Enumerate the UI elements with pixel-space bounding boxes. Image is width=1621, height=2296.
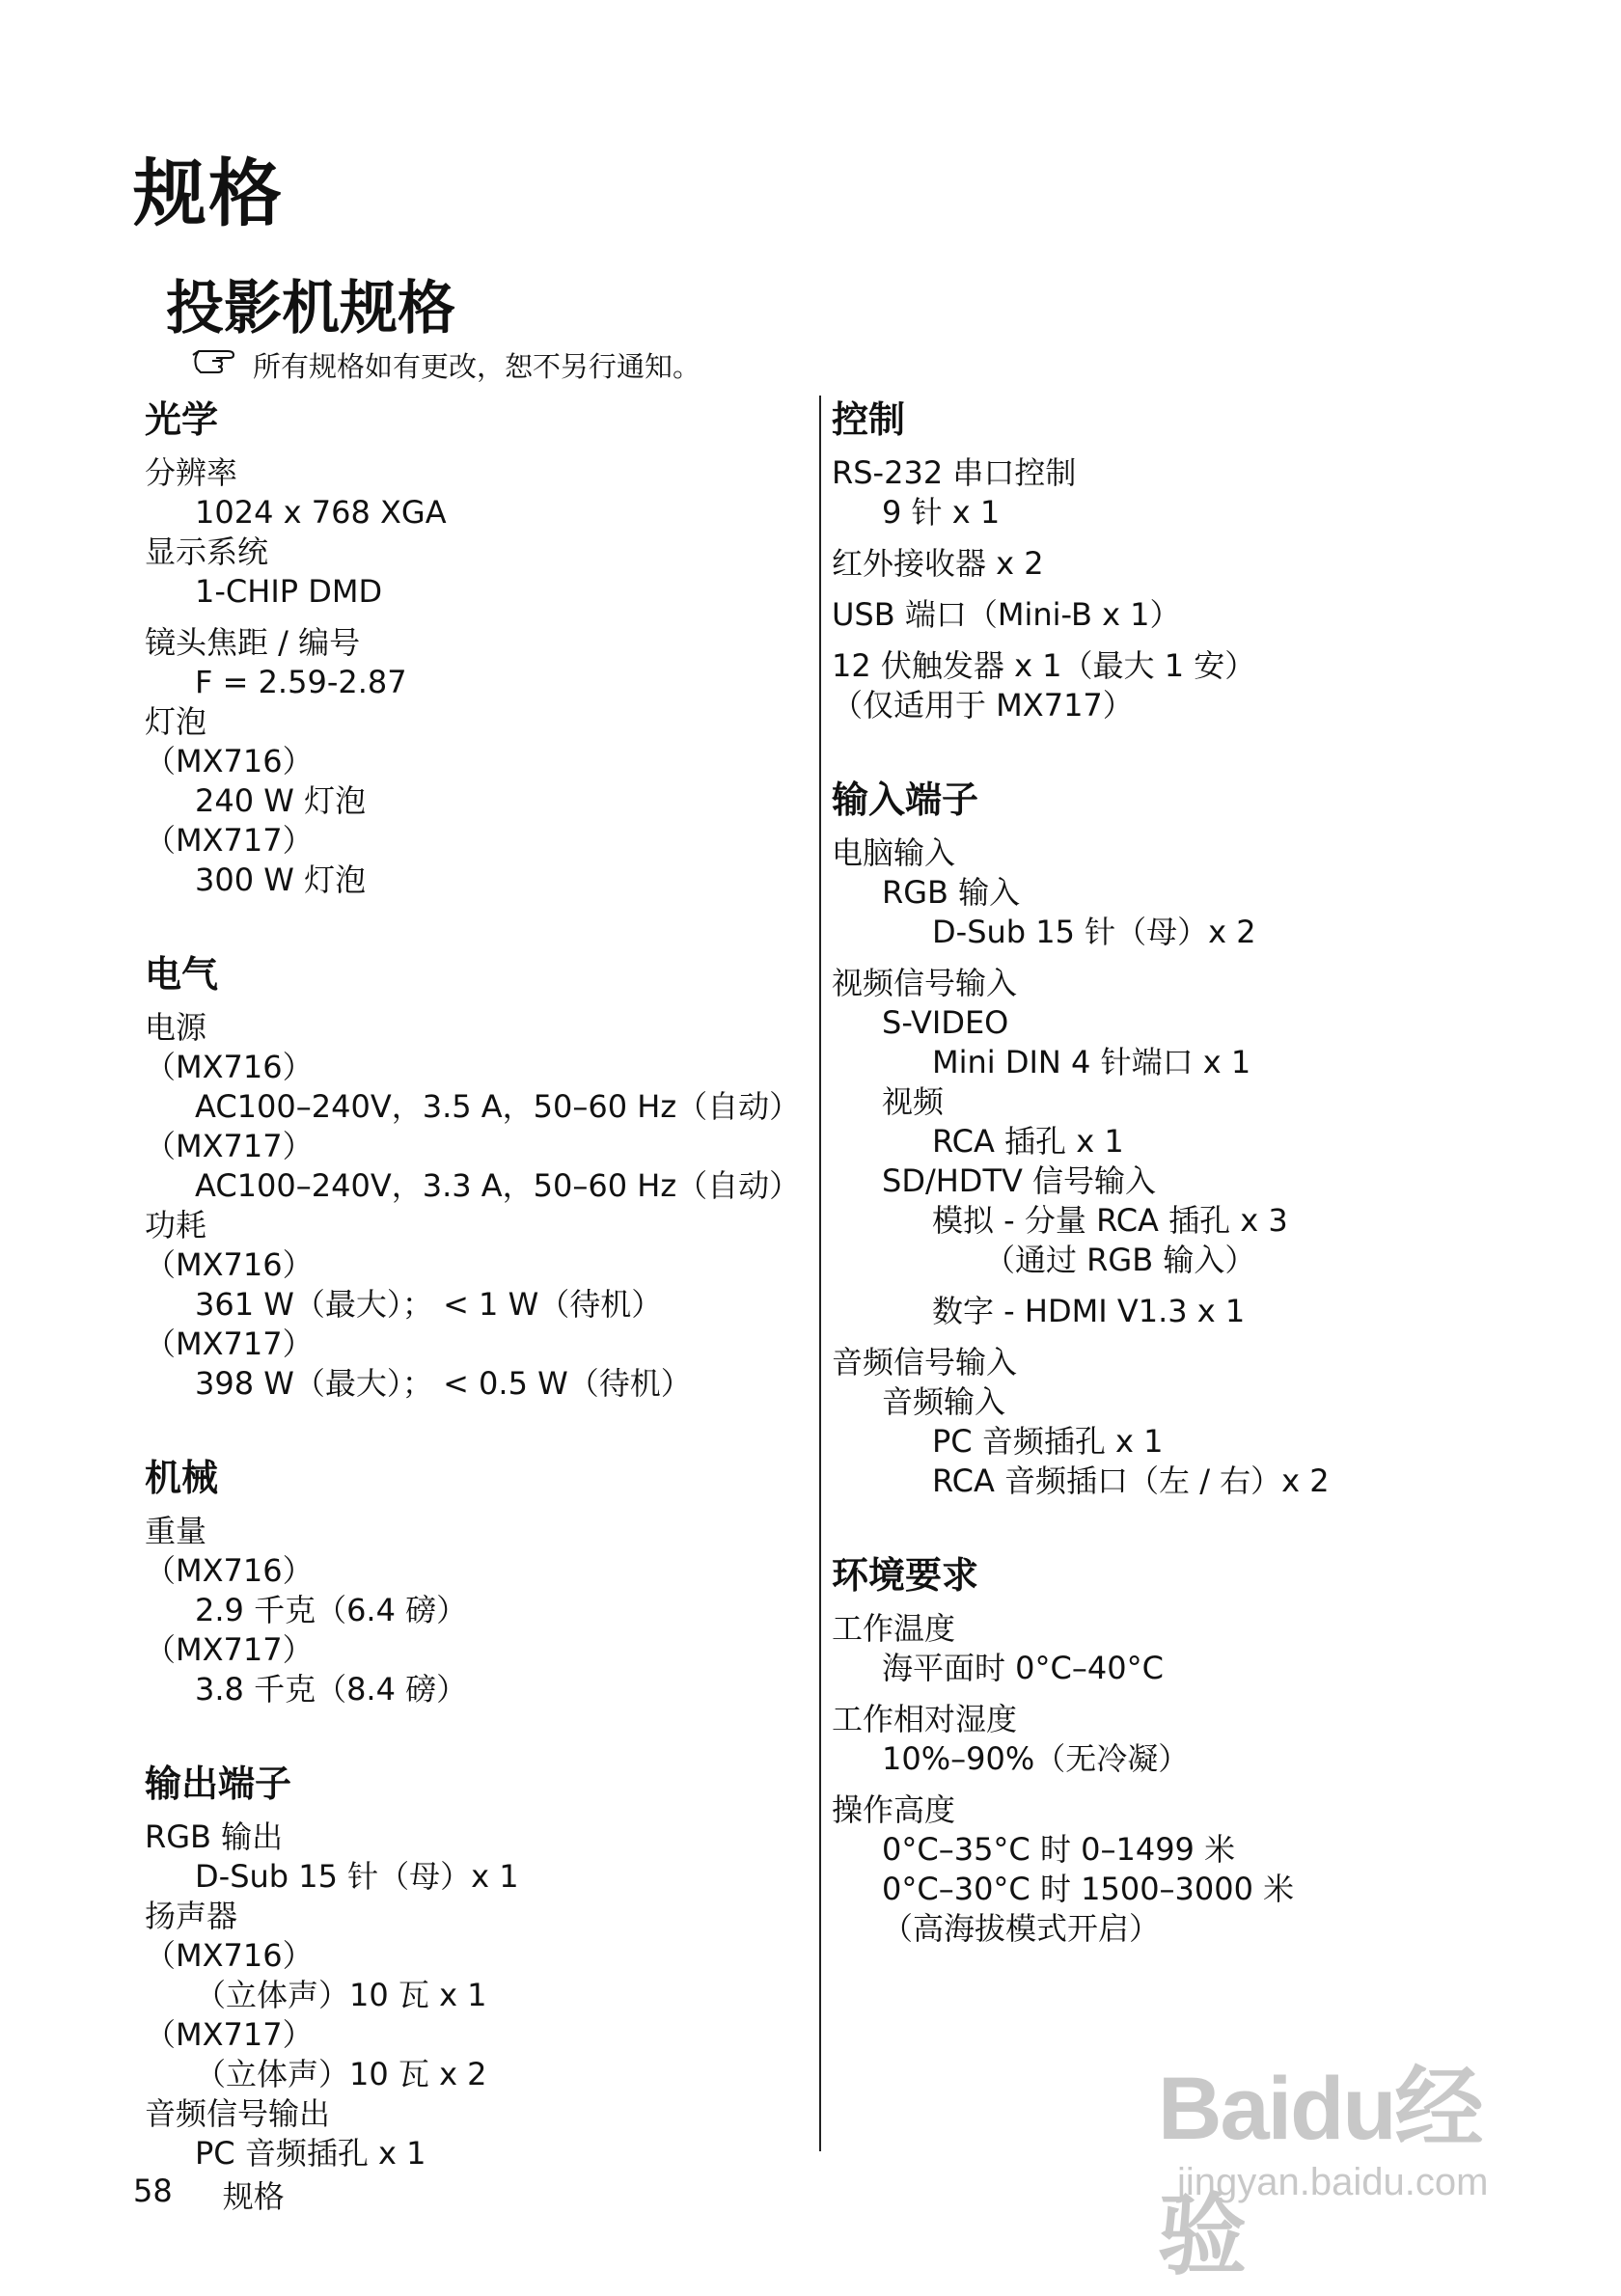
spec-label: 扬声器 <box>145 1898 238 1934</box>
input-group <box>832 776 1507 1501</box>
optics-heading: 光学 <box>145 398 219 441</box>
model-label: （MX716） <box>145 1937 314 1974</box>
spec-label: 红外接收器 x 2 <box>832 545 1044 582</box>
spec-value: 3.8 千克（8.4 磅） <box>195 1671 468 1708</box>
baidu-watermark <box>1158 2037 1544 2285</box>
spec-label: 镜头焦距 / 编号 <box>145 624 361 661</box>
spec-value: 0°C–35°C 时 0–1499 米 <box>882 1831 1236 1868</box>
spec-value: 模拟 - 分量 RCA 插孔 x 3 <box>932 1202 1288 1239</box>
output-group <box>145 1760 810 2173</box>
control-heading: 控制 <box>832 398 906 441</box>
spec-label: 重量 <box>145 1513 207 1549</box>
section-title: 投影机规格 <box>166 275 455 342</box>
spec-value: 300 W 灯泡 <box>195 861 367 898</box>
model-label: （MX717） <box>145 822 314 859</box>
model-label: （MX716） <box>145 743 314 779</box>
spec-value: 2.9 千克（6.4 磅） <box>195 1592 468 1628</box>
spec-label: 显示系统 <box>145 533 269 570</box>
spec-label: 工作相对湿度 <box>832 1701 1018 1737</box>
spec-label: 音频信号输出 <box>145 2095 331 2132</box>
input-heading: 输入端子 <box>832 779 979 821</box>
spec-sublabel: 视频 <box>882 1083 945 1120</box>
environment-heading: 环境要求 <box>832 1554 979 1597</box>
spec-value: （立体声）10 瓦 x 2 <box>195 2056 487 2092</box>
spec-value: F = 2.59-2.87 <box>195 664 407 700</box>
spec-value: 数字 - HDMI V1.3 x 1 <box>932 1293 1246 1329</box>
electrical-group <box>145 950 810 1404</box>
spec-value: 海平面时 0°C–40°C <box>882 1650 1164 1686</box>
right-column <box>832 396 1507 1999</box>
spec-label: 电脑输入 <box>832 834 956 871</box>
spec-value: 9 针 x 1 <box>882 494 1001 531</box>
spec-sublabel: RGB 输入 <box>882 874 1021 911</box>
environment-group <box>832 1551 1507 1949</box>
model-label: （MX717） <box>145 1631 314 1668</box>
spec-value: D-Sub 15 针（母）x 2 <box>932 914 1256 950</box>
page-title: 规格 <box>133 150 284 236</box>
spec-value: RCA 音频插口（左 / 右）x 2 <box>932 1462 1330 1499</box>
column-divider <box>819 396 821 2151</box>
spec-value: 10%–90%（无冷凝） <box>882 1740 1190 1777</box>
spec-label: 操作高度 <box>832 1791 956 1828</box>
spec-label: 电源 <box>145 1009 207 1046</box>
spec-value: RCA 插孔 x 1 <box>932 1123 1124 1160</box>
spec-value: 0°C–30°C 时 1500–3000 米 <box>882 1871 1295 1907</box>
model-label: （MX717） <box>145 1326 314 1362</box>
left-column <box>145 396 810 2224</box>
spec-sublabel: SD/HDTV 信号输入 <box>882 1162 1157 1199</box>
spec-value: 398 W（最大）； < 0.5 W（待机） <box>195 1365 692 1402</box>
footer-label: 规格 <box>222 2178 285 2215</box>
spec-sublabel: S-VIDEO <box>882 1004 1009 1041</box>
spec-label: 工作温度 <box>832 1610 956 1647</box>
spec-value: 361 W（最大）； < 1 W（待机） <box>195 1286 663 1323</box>
page-footer <box>133 2173 285 2217</box>
spec-value: PC 音频插孔 x 1 <box>932 1423 1164 1460</box>
model-label: （MX716） <box>145 1246 314 1283</box>
spec-value: 1-CHIP DMD <box>195 573 383 610</box>
note-text: 所有规格如有更改，恕不另行通知。 <box>253 350 701 383</box>
spec-sublabel: 音频输入 <box>882 1383 1006 1420</box>
note <box>189 345 701 385</box>
watermark-url: jingyan.baidu.com <box>1177 2161 1489 2203</box>
spec-value: 240 W 灯泡 <box>195 782 367 819</box>
model-label: （MX716） <box>145 1049 314 1085</box>
model-label: （MX717） <box>145 2016 314 2053</box>
spec-value: D-Sub 15 针（母）x 1 <box>195 1858 519 1895</box>
spec-value: AC100–240V，3.3 A，50–60 Hz（自动） <box>195 1167 801 1204</box>
pointing-hand-icon <box>189 345 247 385</box>
page-number: 58 <box>133 2173 173 2209</box>
watermark-logo: Baidu经验 <box>1158 2060 1482 2285</box>
model-label: （MX717） <box>145 1128 314 1164</box>
spec-label: 灯泡 <box>145 703 207 740</box>
spec-value: 1024 x 768 XGA <box>195 494 447 531</box>
spec-label: （仅适用于 MX717） <box>832 687 1134 724</box>
spec-value: （高海拔模式开启） <box>882 1910 1161 1947</box>
spec-value: Mini DIN 4 针端口 x 1 <box>932 1044 1251 1080</box>
optics-group <box>145 396 810 900</box>
spec-label: 分辨率 <box>145 454 238 491</box>
spec-label: RGB 输出 <box>145 1818 284 1855</box>
output-heading: 输出端子 <box>145 1763 292 1805</box>
spec-label: 视频信号输入 <box>832 965 1018 1001</box>
spec-label: 功耗 <box>145 1207 207 1244</box>
spec-label: USB 端口（Mini-B x 1） <box>832 596 1181 633</box>
electrical-heading: 电气 <box>145 953 219 996</box>
spec-label: 12 伏触发器 x 1（最大 1 安） <box>832 647 1256 684</box>
model-label: （MX716） <box>145 1552 314 1589</box>
mechanical-group <box>145 1454 810 1709</box>
spec-value: AC100–240V，3.5 A，50–60 Hz（自动） <box>195 1088 801 1125</box>
spec-label: RS-232 串口控制 <box>832 454 1077 491</box>
spec-label: 音频信号输入 <box>832 1344 1018 1380</box>
control-group <box>832 396 1507 725</box>
spec-value: （通过 RGB 输入） <box>984 1242 1256 1278</box>
spec-value: （立体声）10 瓦 x 1 <box>195 1977 487 2013</box>
mechanical-heading: 机械 <box>145 1457 219 1499</box>
spec-value: PC 音频插孔 x 1 <box>195 2135 426 2172</box>
